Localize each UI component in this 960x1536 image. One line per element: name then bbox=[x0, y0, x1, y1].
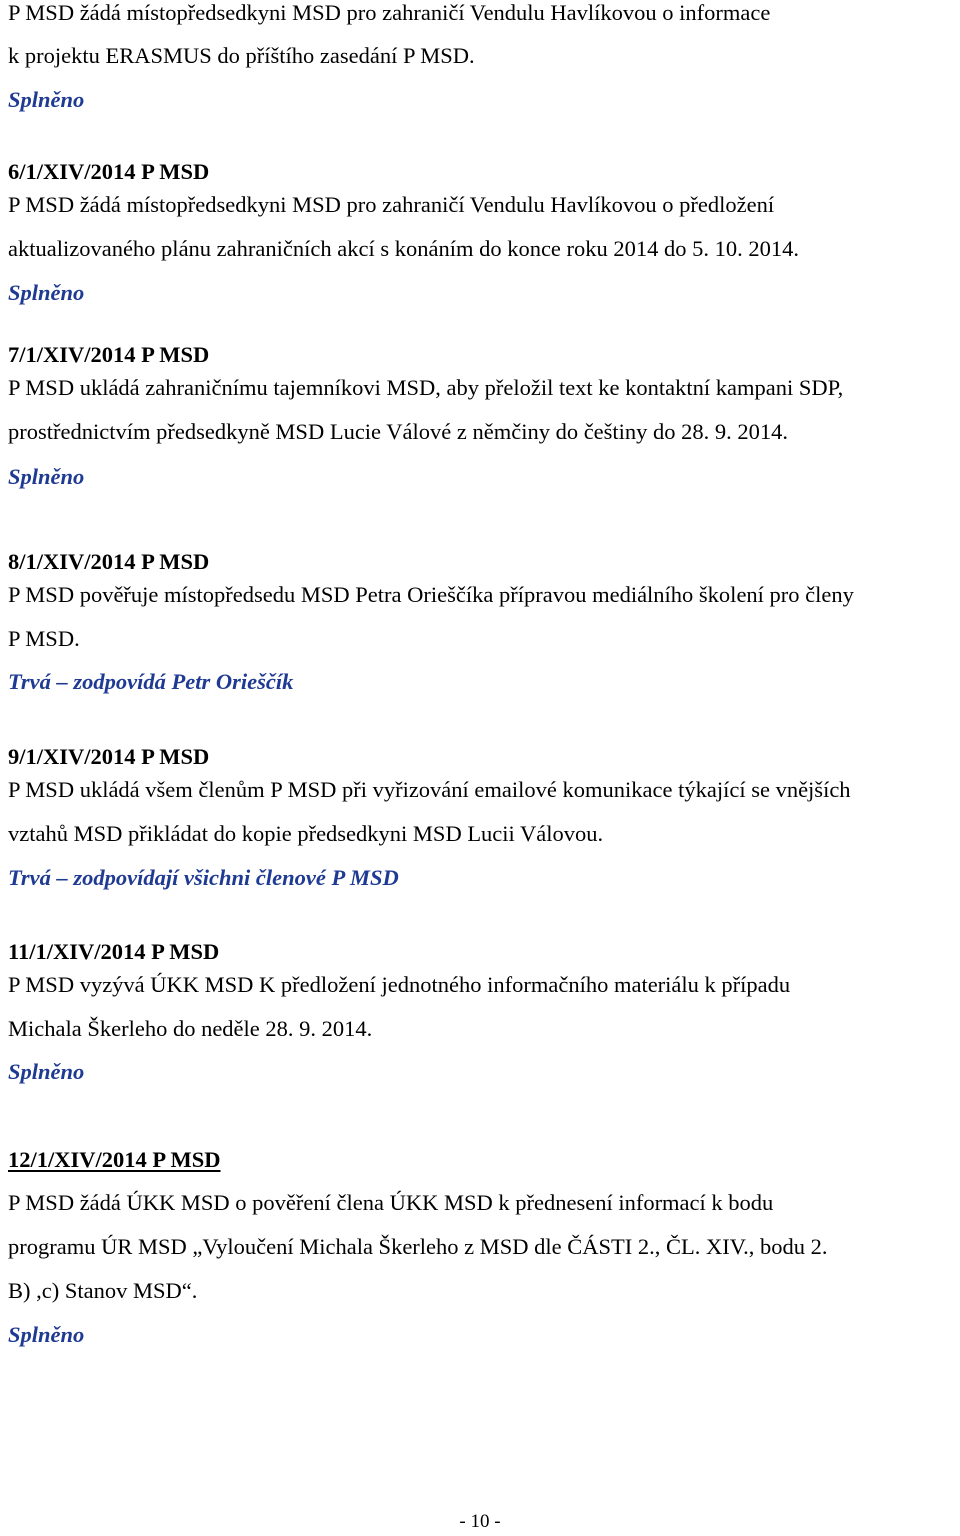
resolution-text: P MSD žádá místopředsedkyni MSD pro zahraničí Vendulu Havlíkovou o předložení bbox=[8, 192, 775, 217]
resolution-text: aktualizovaného plánu zahraničních akcí s konáním do konce roku 2014 do 5. 10. 2014. bbox=[8, 236, 800, 261]
intro-line: k projektu ERASMUS do příštího zasedání P MSD. bbox=[8, 43, 475, 68]
resolution-text: programu ÚR MSD „Vyloučení Michala Škerleho z MSD dle ČÁSTI 2., ČL. XIV., bodu 2. bbox=[8, 1234, 828, 1259]
resolution-heading: 11/1/XIV/2014 P MSD bbox=[8, 939, 220, 964]
status-text: Splněno bbox=[8, 280, 85, 305]
resolution-text: vztahů MSD přikládat do kopie předsedkyni MSD Lucii Válovou. bbox=[8, 821, 604, 846]
resolution-text: P MSD. bbox=[8, 626, 80, 651]
resolution-heading: 12/1/XIV/2014 P MSD bbox=[8, 1147, 221, 1172]
status-text: Trvá – zodpovídá Petr Orieščík bbox=[8, 669, 294, 694]
resolution-text: P MSD vyzývá ÚKK MSD K předložení jednotného informačního materiálu k případu bbox=[8, 972, 791, 997]
status-text: Trvá – zodpovídají všichni členové P MSD bbox=[8, 865, 399, 890]
status-text: Splněno bbox=[8, 1322, 85, 1347]
resolution-text: P MSD pověřuje místopředsedu MSD Petra Orieščíka přípravou mediálního školení pro členy bbox=[8, 582, 854, 607]
resolution-heading: 9/1/XIV/2014 P MSD bbox=[8, 744, 210, 769]
resolution-heading: 8/1/XIV/2014 P MSD bbox=[8, 549, 210, 574]
resolution-heading: 7/1/XIV/2014 P MSD bbox=[8, 342, 210, 367]
page-number: - 10 - bbox=[459, 1511, 501, 1532]
status-text: Splněno bbox=[8, 1059, 85, 1084]
resolution-text: B) ,c) Stanov MSD“. bbox=[8, 1278, 198, 1303]
resolution-text: prostřednictvím předsedkyně MSD Lucie Válové z němčiny do češtiny do 28. 9. 2014. bbox=[8, 419, 789, 444]
resolution-heading: 6/1/XIV/2014 P MSD bbox=[8, 159, 210, 184]
resolution-text: Michala Škerleho do neděle 28. 9. 2014. bbox=[8, 1016, 373, 1041]
resolution-text: P MSD ukládá zahraničnímu tajemníkovi MSD, aby přeložil text ke kontaktní kampani SDP, bbox=[8, 375, 844, 400]
intro-line: P MSD žádá místopředsedkyni MSD pro zahraničí Vendulu Havlíkovou o informace bbox=[8, 0, 771, 25]
status-text: Splněno bbox=[8, 464, 85, 489]
resolution-text: P MSD ukládá všem členům P MSD při vyřizování emailové komunikace týkající se vnějších bbox=[8, 777, 851, 802]
status-text: Splněno bbox=[8, 87, 85, 112]
resolution-text: P MSD žádá ÚKK MSD o pověření člena ÚKK MSD k přednesení informací k bodu bbox=[8, 1190, 774, 1215]
